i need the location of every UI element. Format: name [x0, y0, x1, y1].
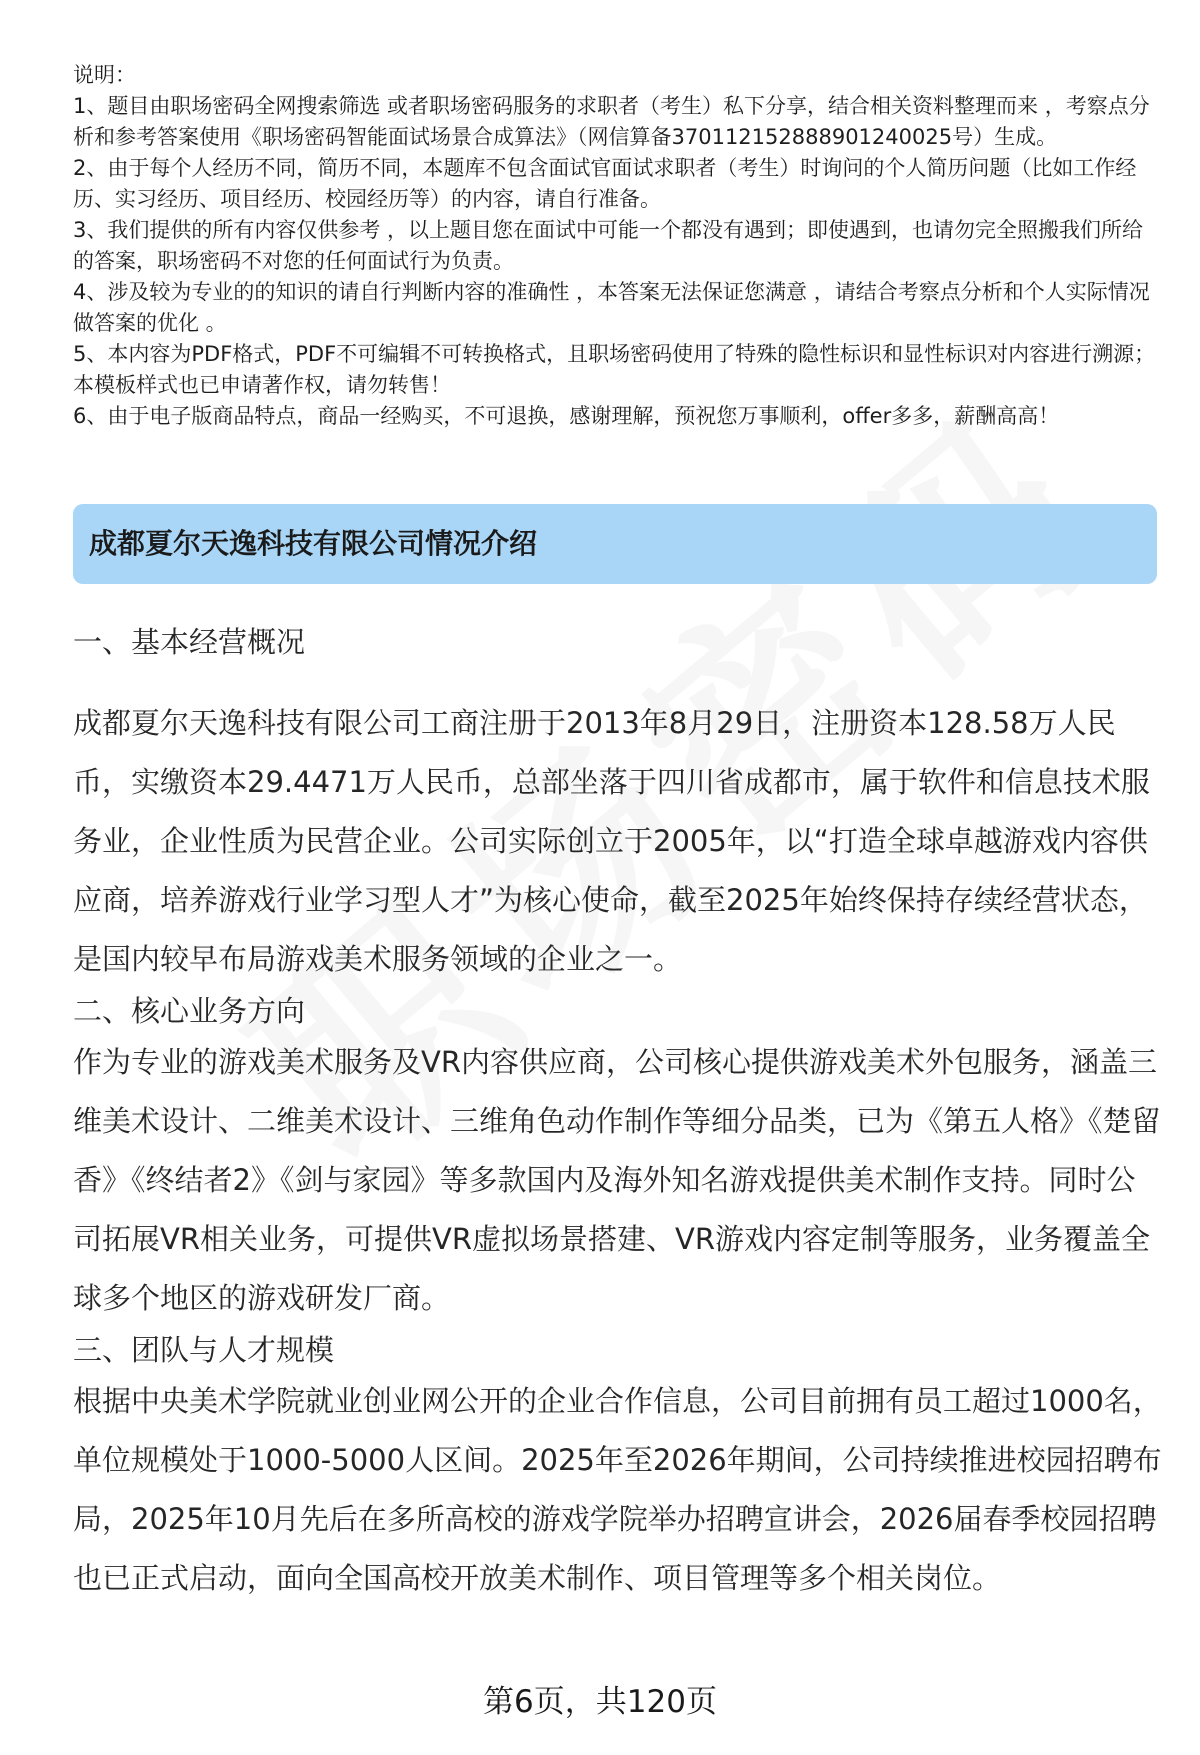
notes-heading: 说明： [73, 63, 136, 87]
page-number: 第6页，共120页 [483, 1684, 717, 1720]
note-item: 3、我们提供的所有内容仅供参考 ，以上题目您在面试中可能一个都没有遇到；即使遇到，也请勿完全照搬我们所给的答案，职场密码不对您的任何面试行为负责。 [73, 218, 1144, 273]
note-item: 5、本内容为PDF格式，PDF不可编辑不可转换格式，且职场密码使用了特殊的隐性标识和显性标识对内容进行溯源；本模板样式也已申请著作权，请勿转售！ [73, 342, 1156, 397]
section-paragraph: 成都夏尔天逸科技有限公司工商注册于2013年8月29日，注册资本128.58万人民币，实缴资本29.4471万人民币，总部坐落于四川省成都市，属于软件和信息技术服务业，企业性质为民营企业。公司实际创立于2005年，以“打造全球卓越游戏内容供应商，培养游戏行业学习型人才”为核心使命，截至2025年始终保持存续经营状态，是国内较早布局游戏美术服务领域的企业之一。 [73, 706, 1150, 976]
note-item: 1、题目由职场密码全网搜索筛选 或者职场密码服务的求职者（考生）私下分享，结合相关资料整理而来 ，考察点分析和参考答案使用《职场密码智能面试场景合成算法》（网信算备370112152888901240025号）生成。 [73, 94, 1150, 149]
section-heading: 三、团队与人才规模 [73, 1333, 335, 1367]
note-item: 2、由于每个人经历不同，简历不同，本题库不包含面试官面试求职者（考生）时询问的个人简历问题（比如工作经历、实习经历、项目经历、校园经历等）的内容，请自行准备。 [73, 156, 1137, 211]
section-heading: 二、核心业务方向 [73, 994, 306, 1028]
section-paragraph: 作为专业的游戏美术服务及VR内容供应商，公司核心提供游戏美术外包服务，涵盖三维美术设计、二维美术设计、三维角色动作制作等细分品类，已为《第五人格》《楚留香》《终结者2》《剑与家园》等多款国内及海外知名游戏提供美术制作支持。同时公司拓展VR相关业务，可提供VR虚拟场景搭建、VR游戏内容定制等服务，业务覆盖全球多个地区的游戏研发厂商。 [73, 1045, 1161, 1315]
banner-title: 成都夏尔天逸科技有限公司情况介绍 [89, 527, 538, 560]
disclaimer-notes [73, 60, 1163, 432]
section-banner [73, 504, 1157, 584]
note-item: 4、涉及较为专业的的知识的请自行判断内容的准确性 ，本答案无法保证您满意 ，请结合考察点分析和个人实际情况做答案的优化 。 [73, 280, 1150, 335]
section-paragraph: 根据中央美术学院就业创业网公开的企业合作信息，公司目前拥有员工超过1000名，单位规模处于1000-5000人区间。2025年至2026年期间，公司持续推进校园招聘布局，2025年10月先后在多所高校的游戏学院举办招聘宣讲会，2026届春季校园招聘也已正式启动，面向全国高校开放美术制作、项目管理等多个相关岗位。 [73, 1384, 1162, 1595]
section-heading: 一、基本经营概况 [73, 625, 306, 659]
company-intro [73, 620, 1163, 1608]
note-item: 6、由于电子版商品特点，商品一经购买，不可退换，感谢理解，预祝您万事顺利，offer多多，薪酬高高！ [73, 404, 1060, 428]
